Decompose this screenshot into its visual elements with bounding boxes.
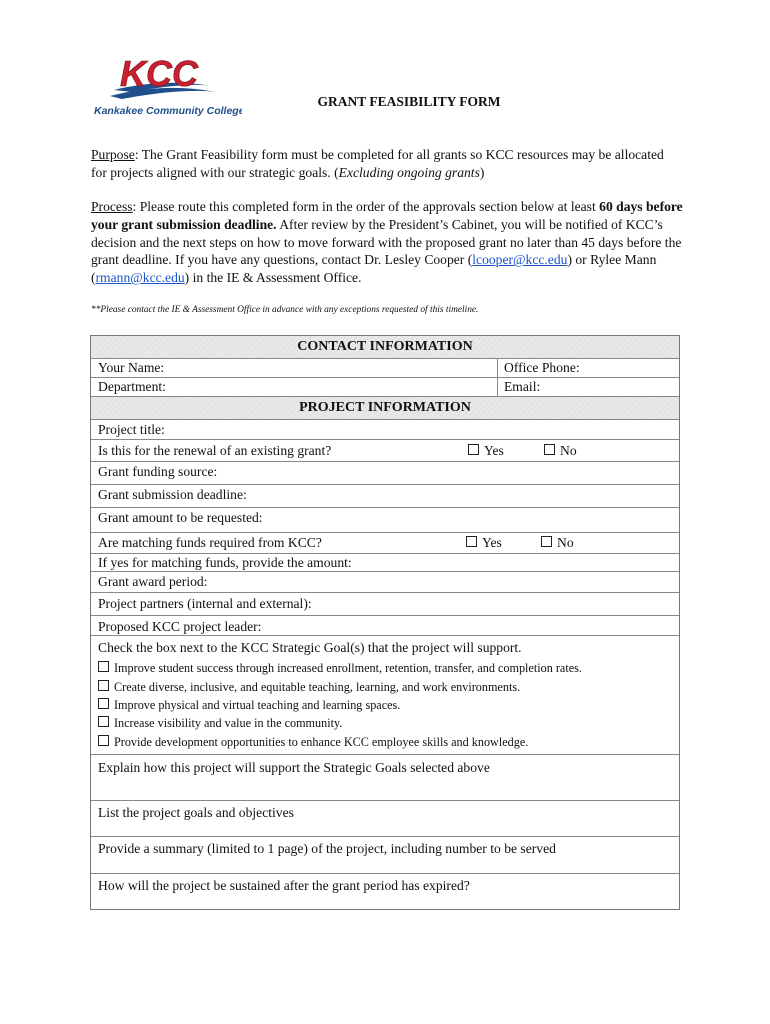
project-title-field[interactable]: Project title: [98,422,165,437]
purpose-text-end: ) [479,164,485,180]
process-deadline-emphasis: 60 days before your grant submission deadline. [91,199,683,232]
explain-row [91,755,679,801]
office-phone-field[interactable]: Office Phone: [504,360,580,375]
matching-no-option[interactable] [541,533,574,553]
column-divider [497,378,498,397]
partners-field[interactable]: Project partners (internal and external): [98,596,312,611]
project-title-row [91,420,679,440]
objectives-row [91,801,679,837]
checkbox[interactable] [98,680,109,691]
purpose-italic: Excluding ongoing grants [338,164,480,180]
matching-question: Are matching funds required from KCC? [98,535,322,550]
goal-option[interactable] [98,661,582,676]
explain-field[interactable]: Explain how this project will support the Strategic Goals selected above [98,760,490,775]
process-text-2: After review by the President’s Cabinet, you will be notified of KCC’s decision and the next steps on how to move forward with the proposed grant no later than 45 days before the grant deadline. If you have any questions, contact Dr. Lesley Cooper ( [91,216,682,268]
checkbox[interactable] [541,536,552,547]
deadline-field[interactable]: Grant submission deadline: [98,487,247,502]
column-divider [497,359,498,378]
checkbox[interactable] [98,735,109,746]
no-label: No [557,535,574,550]
renewal-question: Is this for the renewal of an existing grant? [98,443,332,458]
goals-prompt: Check the box next to the KCC Strategic Goal(s) that the project will support. [98,640,522,655]
form-table [90,335,680,910]
matching-amount-row [91,554,679,572]
amount-row [91,508,679,533]
goal-label: Improve physical and virtual teaching and learning spaces. [114,698,401,712]
process-text: : Please route this completed form in the order of the approvals section below at least [132,199,600,214]
checkbox[interactable] [468,444,479,455]
your-name-field[interactable]: Your Name: [98,360,165,375]
process-text-4: ) in the IE & Assessment Office. [184,270,362,286]
checkbox[interactable] [98,698,109,709]
logo-subtitle: Kankakee Community College [94,105,242,117]
summary-field[interactable]: Provide a summary (limited to 1 page) of the project, including number to be served [98,841,556,856]
leader-row [91,616,679,636]
checkbox[interactable] [544,444,555,455]
amount-field[interactable]: Grant amount to be requested: [98,510,263,525]
goal-label: Increase visibility and value in the community. [114,716,343,730]
renewal-row [91,440,679,462]
funding-source-field[interactable]: Grant funding source: [98,464,218,479]
funding-source-row [91,462,679,485]
project-section-header: PROJECT INFORMATION [91,397,679,420]
matching-row [91,533,679,554]
email-field[interactable]: Email: [504,379,541,394]
leader-field[interactable]: Proposed KCC project leader: [98,619,262,634]
purpose-label: Purpose [91,147,135,162]
yes-label: Yes [482,535,502,550]
contact-row-1 [91,359,679,378]
checkbox[interactable] [98,716,109,727]
contact-row-2 [91,378,679,397]
partners-row [91,593,679,616]
sustain-field[interactable]: How will the project be sustained after the grant period has expired? [98,878,470,893]
department-field[interactable]: Department: [98,379,166,394]
matching-yes-option[interactable] [466,533,502,553]
award-period-field[interactable]: Grant award period: [98,574,208,589]
summary-row [91,837,679,874]
renewal-no-option[interactable] [544,440,577,461]
timeline-note: **Please contact the IE & Assessment Office in advance with any exceptions requested of this timeline. [91,305,479,315]
matching-amount-field[interactable]: If yes for matching funds, provide the amount: [98,555,352,570]
checkbox[interactable] [466,536,477,547]
checkbox[interactable] [98,661,109,672]
contact-section-header: CONTACT INFORMATION [91,336,679,359]
strategic-goals-row [91,636,679,755]
process-label: Process [91,199,133,214]
goal-option[interactable] [98,680,520,695]
sustain-row [91,874,679,910]
email-link-cooper[interactable]: lcooper@kcc.edu [472,252,568,268]
form-title: GRANT FEASIBILITY FORM [317,94,501,109]
goal-option[interactable] [98,698,400,713]
purpose-text: : The Grant Feasibility form must be completed for all grants so KCC resources may be allocated for projects aligned with our strategic goals. ( [91,147,664,180]
goal-option[interactable] [98,735,528,750]
purpose-paragraph [91,146,683,182]
goal-label: Create diverse, inclusive, and equitable teaching, learning, and work environments. [114,680,521,694]
email-link-mann[interactable]: rmann@kcc.edu [95,270,185,286]
no-label: No [560,443,577,458]
renewal-yes-option[interactable] [468,440,504,461]
goal-label: Improve student success through increased enrollment, retention, transfer, and completion rates. [114,661,582,675]
process-text-3: ) or Rylee Mann ( [91,252,657,286]
goal-option[interactable] [98,716,342,731]
deadline-row [91,485,679,508]
yes-label: Yes [484,443,504,458]
logo-text: KCC [120,53,198,94]
objectives-field[interactable]: List the project goals and objectives [98,805,294,820]
award-period-row [91,572,679,593]
goal-label: Provide development opportunities to enhance KCC employee skills and knowledge. [114,735,529,749]
process-paragraph [91,198,683,287]
